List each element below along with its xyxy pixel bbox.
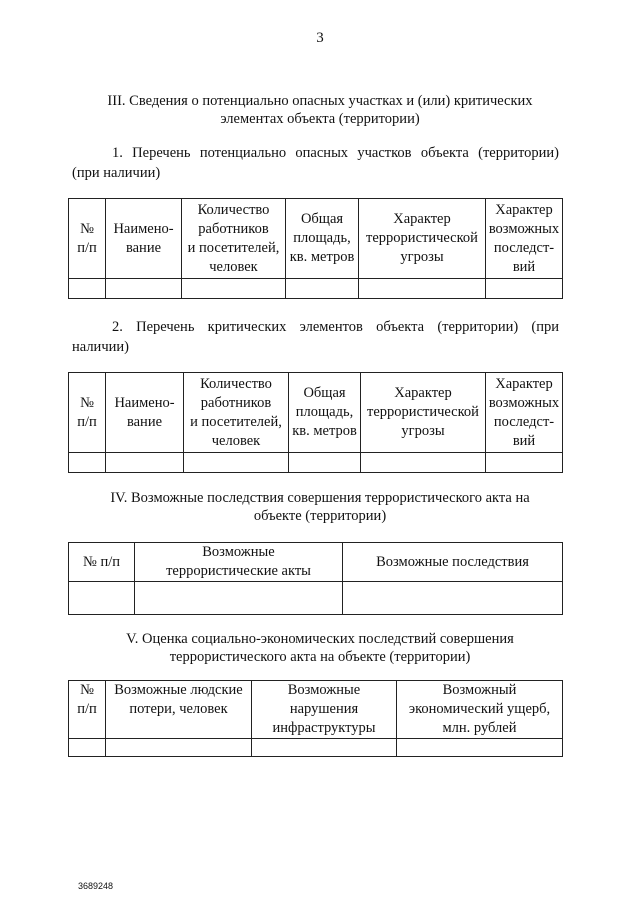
table-cell bbox=[361, 453, 486, 473]
header-economic-damage: Возможный экономический ущерб, млн. рублей bbox=[397, 681, 563, 739]
table-cell bbox=[106, 739, 252, 757]
document-code: 3689248 bbox=[78, 881, 114, 891]
table-row bbox=[69, 582, 563, 615]
header-consequences: Характер возможных последст- вий bbox=[486, 199, 563, 279]
section-5-heading bbox=[60, 630, 580, 666]
section-3-heading bbox=[60, 92, 580, 128]
table-header-row bbox=[69, 543, 563, 582]
table-cell bbox=[486, 453, 563, 473]
table-cell bbox=[69, 453, 106, 473]
section-5-heading-line: V. Оценка социально-экономических последствий совершения bbox=[126, 631, 514, 647]
header-number: № п/п bbox=[69, 373, 106, 453]
header-number: № п/п bbox=[69, 681, 106, 739]
header-name: Наимено- вание bbox=[106, 199, 182, 279]
header-infrastructure: Возможные нарушения инфраструктуры bbox=[252, 681, 397, 739]
header-number: № п/п bbox=[69, 543, 135, 582]
header-staff-count: Количество работников и посетителей, человек bbox=[184, 373, 289, 453]
header-terror-acts: Возможные террористические акты bbox=[135, 543, 343, 582]
section-4-heading-line: объекте (территории) bbox=[253, 508, 387, 524]
table-header-row bbox=[69, 681, 563, 739]
table-cell bbox=[486, 279, 563, 299]
list-2-title bbox=[72, 317, 559, 357]
header-staff-count: Количество работников и посетителей, человек bbox=[182, 199, 286, 279]
table-row bbox=[69, 453, 563, 473]
section-4-heading-line: IV. Возможные последствия совершения террористического акта на bbox=[110, 490, 530, 506]
header-number: № п/п bbox=[69, 199, 106, 279]
page-number: 3 bbox=[316, 30, 324, 46]
socio-economic-table bbox=[68, 680, 563, 757]
header-human-losses: Возможные людские потери, человек bbox=[106, 681, 252, 739]
section-5-heading-line: террористического акта на объекте (территории) bbox=[169, 649, 471, 665]
table-cell bbox=[106, 453, 184, 473]
header-threat-type: Характер террористической угрозы bbox=[359, 199, 486, 279]
list-1-table bbox=[68, 198, 563, 299]
table-header-row bbox=[69, 199, 563, 279]
list-2-table bbox=[68, 372, 563, 473]
header-consequences: Характер возможных последст- вий bbox=[486, 373, 563, 453]
list-2-title-line: наличии) bbox=[72, 339, 129, 355]
table-cell bbox=[286, 279, 359, 299]
list-2-title-line: 2. Перечень критических элементов объекта (территории) (при bbox=[112, 319, 559, 335]
list-1-title-line: (при наличии) bbox=[72, 165, 161, 181]
list-1-title bbox=[72, 143, 559, 183]
section-3-heading-line: элементах объекта (территории) bbox=[220, 111, 420, 127]
header-area: Общая площадь, кв. метров bbox=[286, 199, 359, 279]
table-cell bbox=[184, 453, 289, 473]
section-4-heading bbox=[60, 489, 580, 525]
table-cell bbox=[69, 582, 135, 615]
table-cell bbox=[135, 582, 343, 615]
consequences-table bbox=[68, 542, 563, 615]
table-cell bbox=[182, 279, 286, 299]
header-area: Общая площадь, кв. метров bbox=[289, 373, 361, 453]
section-3-heading-line: III. Сведения о потенциально опасных участках и (или) критических bbox=[107, 93, 533, 109]
table-row bbox=[69, 739, 563, 757]
table-cell bbox=[69, 739, 106, 757]
table-cell bbox=[397, 739, 563, 757]
table-cell bbox=[69, 279, 106, 299]
header-threat-type: Характер террористической угрозы bbox=[361, 373, 486, 453]
table-row bbox=[69, 279, 563, 299]
header-name: Наимено- вание bbox=[106, 373, 184, 453]
table-cell bbox=[106, 279, 182, 299]
table-cell bbox=[252, 739, 397, 757]
table-header-row bbox=[69, 373, 563, 453]
table-cell bbox=[289, 453, 361, 473]
header-possible-consequences: Возможные последствия bbox=[343, 543, 563, 582]
table-cell bbox=[359, 279, 486, 299]
table-cell bbox=[343, 582, 563, 615]
list-1-title-line: 1. Перечень потенциально опасных участков объекта (территории) bbox=[112, 145, 559, 161]
